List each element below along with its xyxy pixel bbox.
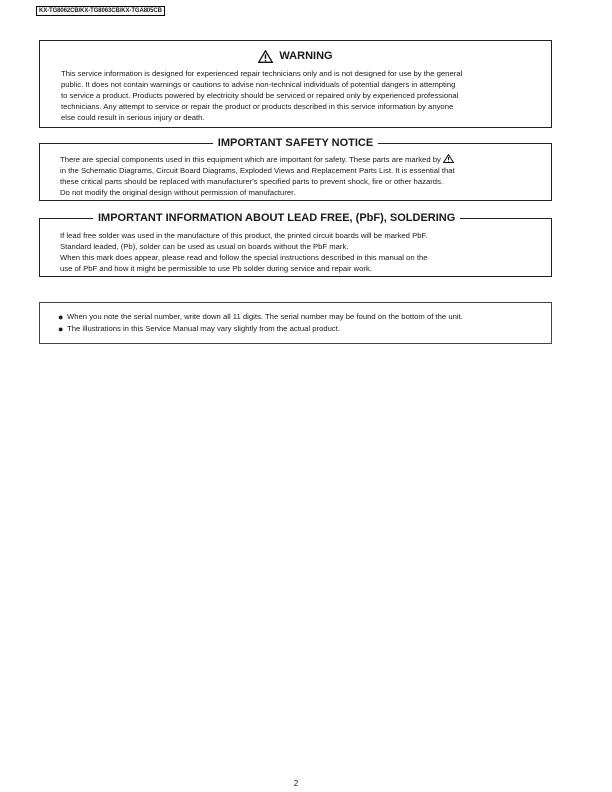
safety-notice-heading: [39, 137, 552, 149]
safety-notice-title: IMPORTANT SAFETY NOTICE: [217, 137, 374, 149]
list-item: [58, 311, 541, 323]
lead-free-heading: [39, 212, 552, 224]
warning-title: WARNING: [279, 50, 333, 62]
text-line: in the Schematic Diagrams, Circuit Board Diagrams, Exploded Views and Replacement Parts List. It is essential that: [60, 166, 455, 175]
text-line: This service information is designed for experienced repair technicians only and is not designed for use by the general: [61, 69, 463, 78]
text-line: these critical parts should be replaced with manufacturer's specified parts to prevent shock, fire or other hazards.: [60, 177, 444, 186]
text-line: public. It does not contain warnings or cautions to advise non-technical individuals of potential dangers in attempting: [61, 80, 456, 89]
heading-rule-left: [39, 218, 93, 219]
warning-heading: [40, 49, 551, 63]
text-line: If lead free solder was used in the manufacture of this product, the printed circuit boards will be marked PbF.: [60, 231, 428, 240]
notes-box: [39, 302, 552, 344]
warning-box: [39, 40, 552, 128]
lead-free-title: IMPORTANT INFORMATION ABOUT LEAD FREE, (PbF), SOLDERING: [98, 212, 456, 224]
heading-rule-right: [460, 218, 552, 219]
warning-triangle-icon: [258, 50, 273, 63]
text-line: Standard leaded, (Pb), solder can be used as usual on boards without the PbF mark.: [60, 242, 349, 251]
text-line: use of PbF and how it might be permissible to use Pb solder during service and repair work.: [60, 264, 372, 273]
page-number: 2: [293, 779, 299, 788]
warning-triangle-icon: [443, 154, 454, 163]
warning-text: [61, 68, 533, 123]
safety-notice-text: [60, 154, 533, 198]
text-line: [60, 154, 533, 165]
text-line-part: There are special components used in this equipment which are important for safety. These parts are marked by: [60, 155, 441, 164]
bullet-icon: ●: [58, 324, 64, 334]
text-line: else could result in serious injury or death.: [61, 113, 205, 122]
heading-rule-right: [378, 143, 552, 144]
text-line: technicians. Any attempt to service or repair the product or products described in this service information by anyone: [61, 102, 454, 111]
text-line: Do not modify the original design without permission of manufacturer.: [60, 188, 296, 197]
text-line: When this mark does appear, please read and follow the special instructions described in this manual on the: [60, 253, 428, 262]
lead-free-text: [60, 230, 533, 274]
lead-free-box: [39, 212, 552, 277]
notes-list: [58, 311, 541, 335]
note-text: When you note the serial number, write down all 11 digits. The serial number may be found on the bottom of the unit.: [67, 312, 463, 321]
safety-notice-box: [39, 137, 552, 201]
note-text: The illustrations in this Service Manual may vary slightly from the actual product.: [67, 324, 341, 333]
heading-rule-left: [39, 143, 213, 144]
text-line: to service a product. Products powered by electricity should be serviced or repaired only by experienced professional: [61, 91, 459, 100]
model-number-label: KX-TG8062CB/KX-TG8063CB/KX-TGA805CB: [36, 6, 165, 16]
bullet-icon: ●: [58, 312, 64, 322]
list-item: [58, 323, 541, 335]
